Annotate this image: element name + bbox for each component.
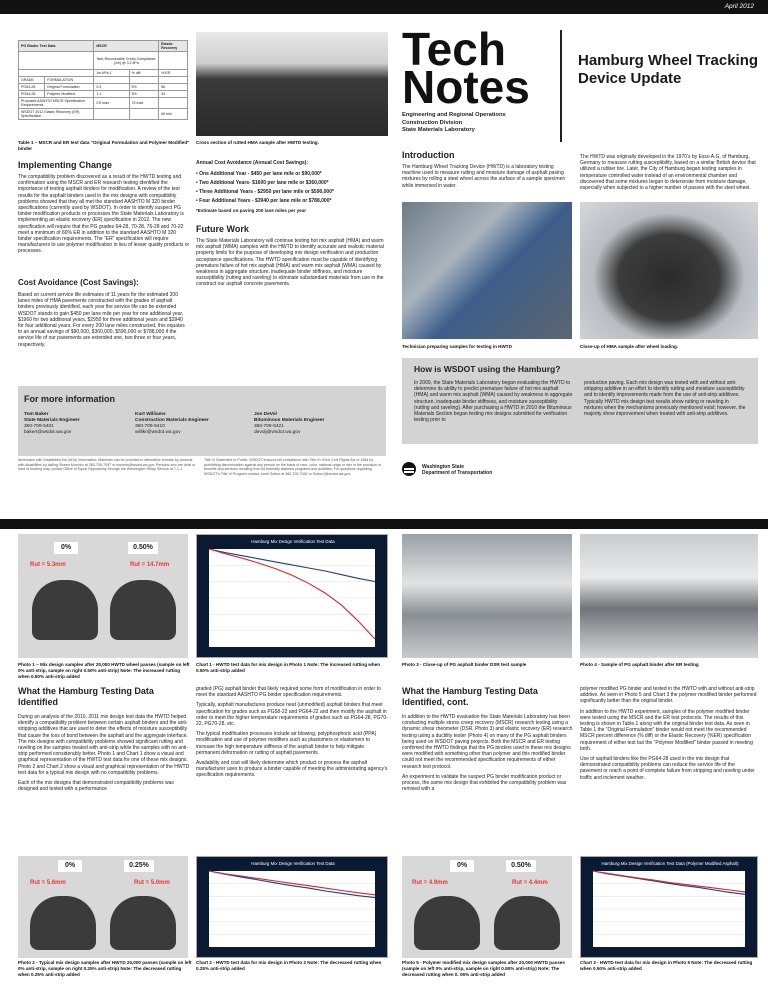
table-cell: 0.5 max (94, 98, 129, 109)
cross-section-photo (196, 32, 388, 136)
chart3-caption: Chart 3 - HWTD test data for mix design in Photo 5 Note: The decreased rutting when 0.50% anti-strip added (580, 960, 753, 971)
table1 (18, 40, 188, 120)
photo5-badge-right: 0.50% (506, 860, 536, 872)
photo2-rut-right: Rut = 5.0mm (134, 880, 170, 886)
implementing-body: The compatibility problem discovered as a result of the HWTD testing and confirmation using the MSCR and ER research testing identified the importance of testing asphalt binders for modification. A review of the test results for the asphalt binders used in the mix designs with compatibility problems showed that they all met the standard AASHTO M 320 binder specifications (currently used by WSDOT). In order to identify suspect PG binder modification products or processes the State Materials Laboratory is implementing an elastic recovery (ER) specification in 2012. The new specification will require that the PG grades 64-28, 70-28, 76-28 and 70-22 meet a minimum of 60% ER in addition to the standard AASHTO M 320 binder specification requirements. The “ER” specification will require manufacturers to use polymer modification in lieu of lesser quality products or processes. (18, 174, 190, 255)
how-col1: In 2009, the State Materials Laboratory began evaluating the HWTD to determine its ability to predict premature failure of hot mix asphalt (HMA) and warm mix asphalt (WMA) caused by weakness in aggregate structure, inadequate binder stiffness, and moisture susceptibility (rutting and raveling). After purchasing a HWTD in 2010 the Bituminous Materials Section began testing mix designs submitted for verification testing prior to (414, 380, 573, 424)
table-cell: 75 max (129, 98, 159, 109)
contact-title: State Materials Engineer (24, 418, 80, 423)
future-heading: Future Work (196, 224, 249, 234)
contact-phone: 360-709-5410 (135, 424, 165, 429)
closeup-photo (580, 202, 758, 339)
closeup-caption: Close-up of HMA sample after wheel loading. (580, 344, 679, 349)
chart-title: Hamburg Mix Design Verification Test Data (251, 861, 335, 866)
ada-notice: Americans with Disabilities Act (ADA) Information: Materials can be provided in alternative formats by persons with disabilities by calling Shawn Murinko at 360-705-7097 or murinks@wsdot.wa.gov. Persons who are deaf or hard of hearing may contact Office of Equal Opportunity through the Washington Relay Service at 7-1-1. (18, 458, 196, 472)
masthead-title (402, 23, 530, 113)
contact-email[interactable]: bakert@wsdot.wa.gov (24, 430, 72, 435)
chart1-caption: Chart 1 - HWTD test data for mix design in Photo 1 Note: The increased rutting when 0.50% anti-strip added (196, 662, 381, 673)
chart2 (196, 856, 388, 958)
photo5-rut-right: Rut = 4.4mm (512, 880, 548, 886)
future-body: The State Materials Laboratory will continue testing hot mix asphalt (HMA) and warm mix asphalt (WMA) samples with the HWTD to identify accurate and realistic material property limits for the purpose of developing mix design verification and production acceptance specifications. The HWTD specification must be capable of identifying premature failure of hot mix asphalt (HMA) and warm mix asphalt (WMA) caused by weakness in aggregate structure, inadequate binder stiffness, and moisture susceptibility (rutting and raveling) to eliminate substandard materials from use in the construct our asphalt concrete pavements. (196, 238, 384, 288)
intro-col2: The HWTD was originally developed in the 1970’s by Esso A.G. of Hamburg, Germany to measure rutting susceptibility, based on a similar British device that utilized a rubber tire. Later, the City of Hamburg began testing samples in temperature controlled water instead of an environmental chamber and discovered that some mixtures began to deteriorate from moisture damage, especially when subjected to a higher number of passes with the steel wheel. (580, 154, 756, 192)
wsdot-logo-icon (402, 462, 416, 476)
table-cell: 34 (159, 91, 188, 98)
photo1-badge-right: 0.50% (128, 542, 158, 554)
how-block (402, 358, 758, 444)
paragraph: Use of asphalt binders like the PG64-28 used in the mix design that demonstrated compatibility problems can reduce the service life of the pavement or reach a point of complete failure from stripping and raveling under traffic and inclement weather. (580, 756, 755, 781)
photo5-badge-left: 0% (450, 860, 474, 872)
table-header: Elastic Recovery (159, 41, 188, 52)
chart-title: Hamburg Mix Design Verification Test Data (Polymer Modified Asphalt) (601, 861, 739, 866)
contact (24, 412, 134, 436)
photo5 (402, 856, 572, 958)
paragraph: In addition to the HWTD evaluation the State Materials Laboratory has been conducting multiple stress creep recovery (MSCR) research testing using a dynamic shear rheometer (DSR, Photo 3) and elastic recovery (ER) research testing using a ductility tester (Photo 4) on many of the PG asphalt binders being used on WSDOT paving projects. Both the MSCR and ER testing confirmed the HWTD findings that the PG binders used in these mix designs were modified with something other than polymer and this modified binder could not meet the recommended specification requirements of either research test protocol. (402, 714, 573, 770)
paragraph: polymer modified PG binder and tested in the HWTD with and without anti-strip additive. As seen in Photo 5 and Chart 3 the polymer modified binder performed significantly better than the original binder. (580, 686, 757, 705)
contact (254, 412, 380, 436)
annual-item: • One Additional Year - $450 per lane mile or $90,000* (196, 171, 322, 177)
annual-list (196, 170, 386, 215)
masthead-sub-line: Construction Division (402, 119, 463, 126)
implementing-heading: Implementing Change (18, 160, 113, 170)
table-cell: 0.3 (94, 84, 129, 91)
sample-left (32, 580, 98, 640)
contact-name: Tom Baker (24, 412, 49, 417)
photo2-badge-right: 0.25% (124, 860, 154, 872)
paragraph: The typical modification processes include air blowing, polyphosphoric acid (PPA) modification and use of polymer modifiers such as plastomers or elastomers to increase the high temperature stiffness of the asphalt binder to help mitigate permanent deformation or rutting of asphalt pavements. (196, 731, 377, 756)
table-cell: % ER (159, 70, 188, 77)
photo3-caption: Photo 3 - Close-up of PG asphalt binder DSR test sample (402, 662, 527, 667)
what2-heading: What the Hamburg Testing Data Identified, cont. (402, 686, 538, 707)
table-cell: PG64-28 (19, 91, 45, 98)
table-cell: WSDOT 2012 Elastic Recovery (ER) Specification (19, 109, 94, 120)
what2-body-col2 (580, 686, 758, 785)
photo2 (18, 856, 188, 958)
annual-item: • Three Additional Years - $2950 per lane mile or $590,000* (196, 189, 334, 195)
contact-title: Construction Materials Engineer (135, 418, 209, 423)
annual-note: *Estimate based on paving 200 lane miles per year (196, 208, 307, 213)
photo1-rut-right: Rut = 14.7mm (130, 562, 170, 568)
masthead-line: Notes (402, 61, 530, 113)
masthead-divider (560, 30, 562, 142)
cost-body: Based on current service life estimates of 11 years for the estimated 200 lanes miles of HMA pavements constructed with the grades of asphalt binders previously identified, each year the service life can be extended WSDOT stands to gain $450 per lane mile per year for one additional year, $1960 for two additional years, $2950 for three additional years and $3940 for four additional years. For every 200 lane miles constructed, this equates to an annual savings of $90,000, $360,000, $590,000 or $788,000 if the service life of our pavements are extended one, two three or four years, respectively. (18, 292, 185, 348)
annual-item: • Four Additional Years - $3940 per lane mile or $788,000* (196, 198, 332, 204)
chart3 (580, 856, 758, 958)
paragraph: Availability and cost will likely determine which product or process the asphalt manufacturer uses to produce a binder capable of meeting the administrating agency’s specification requirements. (196, 760, 388, 779)
contact-name: Joe DeVol (254, 412, 277, 417)
cross-section-caption: Cross section of rutted HMA sample after HWTD testing. (196, 140, 319, 145)
article-title: Hamburg Wheel Tracking Device Update (578, 52, 759, 87)
title6-notice: Title VI Statement to Public: WSDOT ensures full compliance with Title VI of the Civil Rights Act of 1964 by prohibiting discrimination against any person on the basis of race, color, national origin or sex in the provision of benefits and services resulting from its federally assisted programs and activities. For questions regarding WSDOT’s Title VI Program contact Jonté Sulton at 360-705-7082 or SultonJ@wsdot.wa.gov. (204, 458, 382, 476)
intro-col1: The Hamburg Wheel Tracking Device (HWTD) is a laboratory testing machine used to measure rutting and moisture damage of asphalt paving mixtures by rolling a steel wheel across the surface of a sample specimen while immersed in water. (402, 164, 566, 189)
table-cell: PG64-28 (19, 84, 45, 91)
sample-right (110, 896, 176, 950)
table-cell: Jnr kPa-1 (94, 70, 129, 77)
paragraph: graded (PG) asphalt binder that likely required some form of modification in order to meet the standard AASHTO PG binder specification requirements. (196, 686, 381, 699)
table-cell: GRADE (19, 77, 45, 84)
photo1-rut-left: Rut = 5.3mm (30, 562, 66, 568)
paragraph: Typically, asphalt manufactures produce neat (unmodified) asphalt binders that meet specification for grades such as PG58-22 and PG64-22 and then modify the asphalt in order to meet the higher temperature requirements of grades such as PG64-28, PG70-22, PG70-28, etc. (196, 702, 388, 728)
paragraph: Each of the mix designs that demonstrated compatibility problems was designed and tested with a performance (18, 780, 174, 793)
what-heading: What the Hamburg Testing Data Identified (18, 686, 154, 707)
paragraph: During an analysis of the 2010, 2011 mix design test data the HWTD helped identify a compatibility problem between certain asphalt binders and the anti-stripping additives that are used to deter the effects of moisture susceptibility that cause the loss of bond between the asphalt and the aggregate interface. The mix designs with compatibility problems showed significant rutting and raveling on the samples treated with anti-strip while the samples with no anti-strip performed considerably better. Photo 1 and Chart 1 show a visual and graphical representation of the HWTD test data for one of these mix designs. Photo 2 and Chart 2 show a visual and graphical representation of the HWTD test data for a typical mix design with no compatibility problems. (18, 714, 190, 776)
info-heading: For more information (24, 394, 116, 404)
wsdot-line: Washington State (422, 464, 465, 470)
table-header: MSCR (94, 41, 159, 52)
sample-left (414, 896, 480, 950)
paragraph: In addition to the HWTD experiment, samples of the polymer modified binder were tested using the MSCR and the ER test protocols. The results of this testing is shown in Table 1 along with the original binder test data. As seen in Table 1 the “Original Formulation” binder would not meet the recommended MSCR percent difference (% diff) or the Elastic Recovery (%ER) specification requirement of either test but the “Polymer Modified” binder passed in meeting both. (580, 708, 753, 752)
issue-date: April 2012 (724, 3, 754, 10)
table1-caption: Table 1 – MSCR and ER test data “Original Formulation and Polymer Modified” binder (18, 140, 190, 151)
info-block (18, 386, 386, 456)
annual-item: • Two Additional Years- $1600 per lane mile or $360,000* (196, 180, 329, 186)
masthead-sub (402, 112, 506, 135)
paragraph: An experiment to validate the suspect PG binder modification product or process, the same mix design that exhibited the compatibility problem was remixed with a (402, 773, 567, 793)
sample-right (494, 896, 560, 950)
masthead-sub-line: State Materials Laboratory (402, 127, 475, 133)
photo2-rut-left: Rut = 5.6mm (30, 880, 66, 886)
table-cell: FORMULATION (45, 77, 94, 84)
table-cell: 56 (159, 84, 188, 91)
table-cell: % diff (129, 70, 159, 77)
table-subhead: Non-Recoverable Creep Compliance (Jnr) @ 3.2 kPa (94, 52, 159, 70)
technician-caption: Technician preparing samples for testing in HWTD (402, 344, 512, 349)
what-body-col2 (196, 686, 388, 783)
technician-photo (402, 202, 572, 339)
intro-heading: Introduction (402, 150, 455, 160)
table-header: PG Binder Test Data (19, 41, 94, 52)
chart1 (196, 534, 388, 658)
table-cell: Polymer Modified (45, 91, 94, 98)
photo1-caption: Photo 1 – Mix design samples after 20,000 HWTD wheel passes (sample on left 0% anti-strip, sample on right 0.50% anti-strip) Note: The increased rutting when 0.50% anti-strip added (18, 662, 190, 679)
contact (135, 412, 255, 436)
photo3 (402, 534, 572, 658)
table-cell: 60 min (159, 109, 188, 120)
wsdot-line: Department of Transportation (422, 470, 493, 476)
contact-email[interactable]: devolj@wsdot.wa.gov (254, 430, 301, 435)
sample-right (110, 580, 176, 640)
what2-body-col1 (402, 714, 574, 796)
masthead-sub-line: Engineering and Regional Operations (402, 112, 506, 118)
photo1 (18, 534, 188, 658)
photo5-caption: Photo 5 - Polymer modified mix design samples after 20,000 HWTD passes (sample on left 0% anti-strip, sample on right 0.50% anti-strip) Note: The decreased rutting when 0. 05% anti-strip added (402, 960, 565, 977)
photo1-badge-left: 0% (54, 542, 78, 554)
cost-heading: Cost Avoidance (Cost Savings): (18, 278, 139, 287)
table-cell: 5% (129, 91, 159, 98)
how-heading: How is WSDOT using the Hamburg? (414, 364, 561, 374)
contact-phone: 360-709-5421 (254, 424, 284, 429)
sample-left (30, 896, 96, 950)
photo4 (580, 534, 758, 658)
table-cell: 1.1 (94, 91, 129, 98)
what-body-col1 (18, 714, 192, 796)
photo5-rut-left: Rut = 4.9mm (412, 880, 448, 886)
chart2-caption: Chart 2 - HWTD test data for mix design in Photo 2 Note: The decreased rutting when 0.25% anti-strip added (196, 960, 382, 971)
photo2-badge-left: 0% (58, 860, 82, 872)
table-cell: 5% (129, 84, 159, 91)
page2-band (0, 519, 768, 529)
contact-phone: 360-709-5401 (24, 424, 54, 429)
table-cell: Proposed AASHTO MSCR Specification Requirements (19, 98, 94, 109)
wsdot-logo-text (422, 464, 492, 476)
contact-email[interactable]: willikr@wsdot.wa.gov (135, 430, 181, 435)
photo4-caption: Photo 4 - Sample of PG asphalt binder after ER testing (580, 662, 699, 667)
photo2-caption: Photo 2 - Typical mix design samples after HWTD 20,000 passes (sample on left 0% anti-strip, sample on right 0.25% anti-strip) Note: The decreased rutting when 0.25% anti-strip added (18, 960, 192, 977)
masthead-line: Tech (402, 23, 506, 75)
annual-heading: Annual Cost Avoidance (Annual Cost Savings): (196, 160, 309, 166)
contact-title: Bituminous Materials Engineer (254, 418, 325, 423)
contact-name: Kurt Williams (135, 412, 166, 417)
how-col2: production paving. Each mix design was tested with and without anti-stripping additive in an effort to identify rutting and moisture susceptibility and to identify improvements made from the use of anti-strip additives. Typically HWTD mix design test results show rutting or raveling in mixtures when the mechanisms previously mentioned exist; however, the majority show improvement when treated with anti-strip additives. (584, 380, 746, 418)
table-cell: Original Formulation (45, 84, 94, 91)
top-bar (0, 0, 768, 14)
chart-title: Hamburg Mix Design Verification Test Data (251, 539, 335, 544)
